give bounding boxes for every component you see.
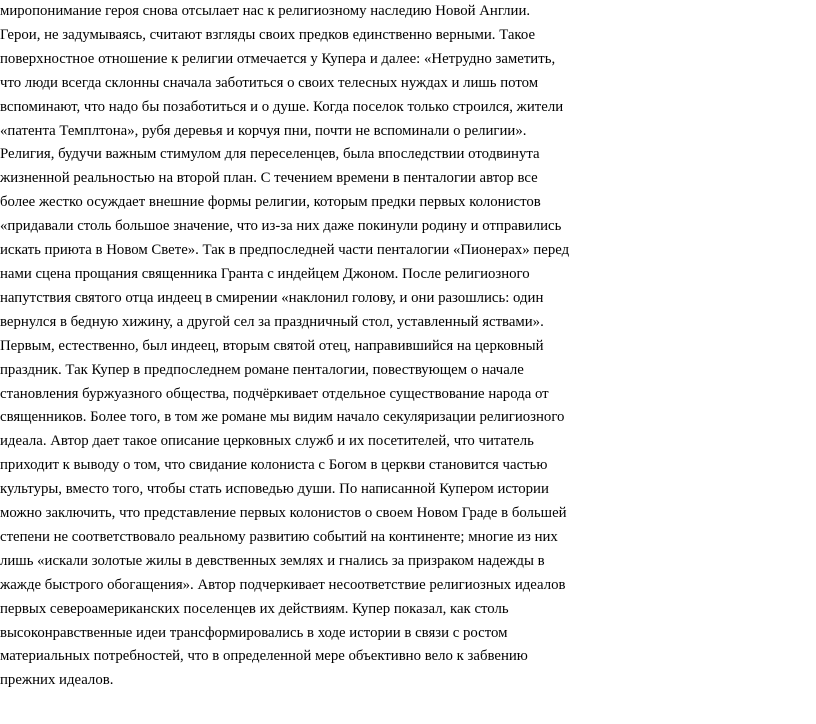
- text-line: жажде быстрого обогащения». Автор подчеркивает несоответствие религиозных идеалов: [0, 576, 566, 593]
- text-line: лишь «искали золотые жилы в девственных землях и гнались за призраком надежды в: [0, 552, 545, 569]
- text-line: Религия, будучи важным стимулом для переселенцев, была впоследствии отодвинута: [0, 146, 540, 163]
- text-line: прежних идеалов.: [0, 672, 114, 689]
- text-line: первых североамериканских поселенцев их действиям. Купер показал, как столь: [0, 600, 509, 617]
- text-line: степени не соответствовало реальному развитию событий на континенте; многие из них: [0, 528, 558, 545]
- text-line: поверхностное отношение к религии отмечается у Купера и далее: «Нетрудно заметить,: [0, 50, 556, 67]
- text-line: напутствия святого отца индеец в смирении «наклонил голову, и они разошлись: один: [0, 289, 544, 306]
- text-line: Первым, естественно, был индеец, вторым святой отец, направившийся на церковный: [0, 337, 544, 354]
- text-line: нами сцена прощания священника Гранта с индейцем Джоном. После религиозного: [0, 265, 530, 282]
- text-line: материальных потребностей, что в определенной мере объективно вело к забвению: [0, 648, 528, 665]
- text-line: высоконравственные идеи трансформировались в ходе истории в связи с ростом: [0, 624, 508, 641]
- text-line: жизненной реальностью на второй план. С течением времени в пенталогии автор все: [0, 170, 538, 187]
- text-line: более жестко осуждает внешние формы религии, которым предки первых колонистов: [0, 194, 541, 211]
- text-line: приходит к выводу о том, что свидание колониста с Богом в церкви становится частью: [0, 457, 548, 474]
- text-line: искать приюта в Новом Свете». Так в предпоследней части пенталогии «Пионерах» перед: [0, 242, 570, 259]
- text-line: миропонимание героя снова отсылает нас к религиозному наследию Новой Англии.: [0, 3, 531, 19]
- text-line: «придавали столь большое значение, что из-за них даже покинули родину и отправились: [0, 218, 562, 235]
- text-line: идеала. Автор дает такое описание церковных служб и их посетителей, что читатель: [0, 433, 534, 450]
- text-line: «патента Темплтона», рубя деревья и корчуя пни, почти не вспоминали о религии».: [0, 122, 527, 139]
- text-line: культуры, вместо того, чтобы стать исповедью души. По написанной Купером истории: [0, 481, 549, 498]
- text-line: вернулся в бедную хижину, а другой сел за праздничный стол, уставленный яствами».: [0, 313, 544, 330]
- text-line: священников. Более того, в том же романе мы видим начало секуляризации религиозного: [0, 409, 565, 426]
- text-line: вспоминают, что надо бы позаботиться и о душе. Когда поселок только строился, жители: [0, 98, 564, 115]
- text-line: Герои, не задумываясь, считают взгляды своих предков единственно верными. Такое: [0, 26, 536, 43]
- text-line: что люди всегда склонны сначала заботиться о своих телесных нуждах и лишь потом: [0, 74, 539, 91]
- text-line: праздник. Так Купер в предпоследнем романе пенталогии, повествующем о начале: [0, 361, 524, 378]
- text-line: становления буржуазного общества, подчёркивает отдельное существование народа от: [0, 385, 549, 402]
- text-line: можно заключить, что представление первых колонистов о своем Новом Граде в большей: [0, 505, 567, 522]
